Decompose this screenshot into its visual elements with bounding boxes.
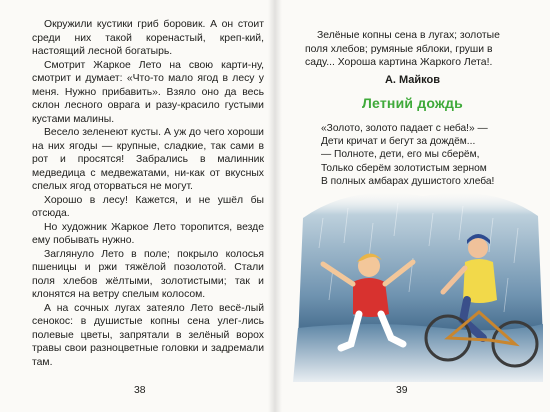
- poem-line: «Золото, золото падает с неба!» —: [321, 123, 488, 134]
- page-number-left: 38: [134, 385, 146, 396]
- paragraph: Заглянуло Лето в поле; покрыло колосья пшеницы и ржи тяжёлой позолотой. Стали поля хлебов жёлтыми, золотистыми; так и клонятся на ветру спелым колосом.: [32, 248, 264, 300]
- paragraph: Окружили кустики гриб боровик. А он стоит среди них такой коренастый, креп-кий, настоящий лесной богатырь.: [32, 19, 264, 57]
- sky-shape: [298, 192, 543, 340]
- paragraph: Смотрит Жаркое Лето на свою карти-ну, смотрит и думает: «Что-то мало ягод в лесу у меня. Нужно прибавить». Взяло оно да весь склон лесного оврага и разу-красило густыми кустами малины.: [32, 59, 264, 125]
- poem-line: Только сберём золотистым зерном: [321, 162, 487, 174]
- paragraph: Но художник Жаркое Лето торопится, везде ему побывать нужно.: [32, 221, 264, 246]
- right-page-intro: [305, 29, 525, 70]
- paragraph: А на сочных лугах затеяло Лето весё-лый сенокос: в душистые копны сена улег-лись полевые цветы, запрятали в зелёный ворох травы свои разноцветные головки и задремали там.: [32, 302, 264, 368]
- ground-shape: [293, 324, 543, 382]
- paragraph: Зелёные копны сена в лугах; золотые поля хлебов; румяные яблоки, груши в саду... Хороша картина Жаркого Лета!.: [305, 30, 500, 68]
- paragraph: Весело зеленеют кусты. А уж до чего хороши на них ягоды — крупные, сладкие, так сами в рот и просятся! Забрались в малинник медведица с медвежатами, ни-как от вкусных спелых ягод оторваться не могут.: [32, 127, 264, 192]
- poem: [321, 122, 541, 188]
- poem-title: Летний дождь: [362, 95, 463, 111]
- page-number-right: 39: [396, 385, 408, 396]
- right-page: [275, 0, 550, 412]
- poem-line: Дети кричат и бегут за дождём...: [321, 136, 476, 148]
- left-page-text: [32, 18, 264, 369]
- poem-line: — Полноте, дети, его мы сберём,: [321, 149, 480, 161]
- rain-children-illustration: [293, 188, 545, 382]
- paragraph: Хорошо в лесу! Кажется, и не ушёл бы отсюда.: [32, 194, 264, 219]
- poem-author: А. Майков: [384, 74, 441, 86]
- poem-line: В полных амбарах душистого хлеба!: [321, 175, 495, 187]
